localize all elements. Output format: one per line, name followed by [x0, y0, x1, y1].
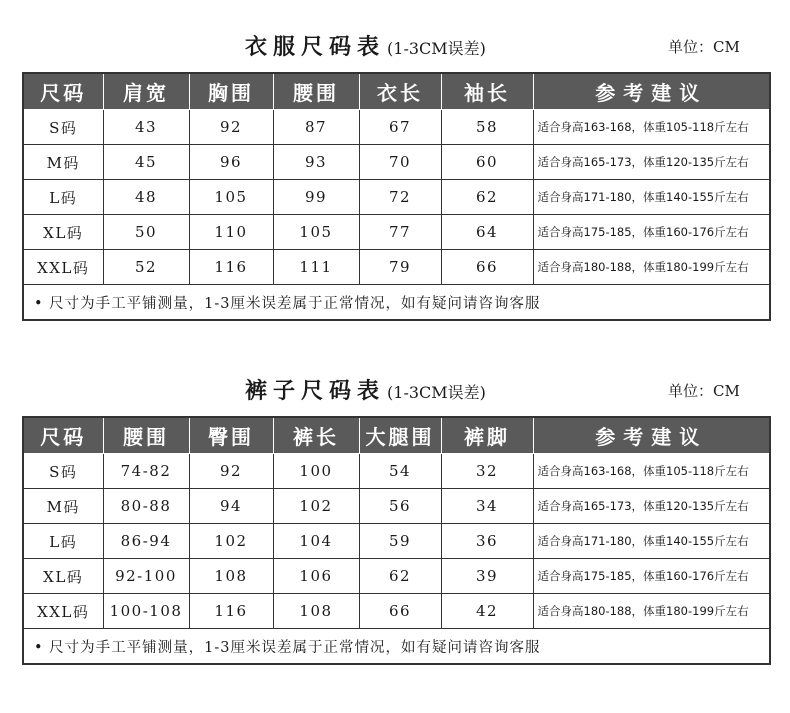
- table-row: [23, 594, 770, 629]
- size-label-cell: L码: [23, 524, 103, 559]
- pants-subtitle: (1-3CM误差): [387, 383, 486, 402]
- measurement-cell: 106: [273, 559, 359, 594]
- size-label-cell: XXL码: [23, 594, 103, 629]
- table-row: [23, 180, 770, 215]
- pants-header-cell: 腰围: [103, 417, 189, 454]
- measurement-cell: 66: [359, 594, 441, 629]
- measurement-cell: 108: [189, 559, 273, 594]
- measurement-cell: 87: [273, 110, 359, 145]
- measurement-cell: 77: [359, 215, 441, 250]
- measurement-cell: 45: [103, 145, 189, 180]
- measurement-cell: 110: [189, 215, 273, 250]
- pants-title-row: [0, 370, 790, 410]
- measurement-cell: 64: [441, 215, 533, 250]
- tops-title-row: [0, 26, 790, 66]
- tops-header-cell: 衣长: [359, 73, 441, 110]
- measurement-cell: 67: [359, 110, 441, 145]
- recommendation-cell: 适合身高165-173，体重120-135斤左右: [533, 489, 770, 524]
- recommendation-cell: 适合身高180-188，体重180-199斤左右: [533, 250, 770, 285]
- measurement-cell: 60: [441, 145, 533, 180]
- measurement-cell: 42: [441, 594, 533, 629]
- size-label-cell: M码: [23, 145, 103, 180]
- pants-header-cell: 参考建议: [533, 417, 770, 454]
- tops-header-row: [23, 73, 770, 110]
- size-label-cell: XXL码: [23, 250, 103, 285]
- recommendation-cell: 适合身高163-168，体重105-118斤左右: [533, 454, 770, 489]
- pants-size-table: [22, 416, 771, 665]
- measurement-cell: 92: [189, 454, 273, 489]
- measurement-cell: 36: [441, 524, 533, 559]
- measurement-cell: 70: [359, 145, 441, 180]
- measurement-cell: 34: [441, 489, 533, 524]
- pants-header-cell: 臀围: [189, 417, 273, 454]
- measurement-cell: 62: [441, 180, 533, 215]
- measurement-cell: 116: [189, 250, 273, 285]
- table-row: [23, 454, 770, 489]
- recommendation-cell: 适合身高163-168，体重105-118斤左右: [533, 110, 770, 145]
- size-label-cell: L码: [23, 180, 103, 215]
- measurement-cell: 52: [103, 250, 189, 285]
- table-row: [23, 250, 770, 285]
- pants-note-row: [23, 629, 770, 665]
- measurement-cell: 99: [273, 180, 359, 215]
- measurement-cell: 100-108: [103, 594, 189, 629]
- pants-title: 裤子尺码表 (1-3CM误差): [245, 378, 486, 404]
- measurement-cell: 86-94: [103, 524, 189, 559]
- size-label-cell: S码: [23, 110, 103, 145]
- measurement-cell: 96: [189, 145, 273, 180]
- tops-header-cell: 参考建议: [533, 73, 770, 110]
- table-row: [23, 145, 770, 180]
- pants-header-cell: 尺码: [23, 417, 103, 454]
- measurement-cell: 108: [273, 594, 359, 629]
- measurement-cell: 56: [359, 489, 441, 524]
- size-label-cell: S码: [23, 454, 103, 489]
- measurement-cell: 102: [273, 489, 359, 524]
- measurement-cell: 32: [441, 454, 533, 489]
- tops-note-row: [23, 285, 770, 321]
- measurement-cell: 50: [103, 215, 189, 250]
- table-row: [23, 215, 770, 250]
- table-row: [23, 489, 770, 524]
- tops-title: 衣服尺码表 (1-3CM误差): [245, 34, 486, 60]
- recommendation-cell: 适合身高171-180，体重140-155斤左右: [533, 180, 770, 215]
- pants-header-cell: 裤脚: [441, 417, 533, 454]
- measurement-cell: 100: [273, 454, 359, 489]
- tops-header-cell: 肩宽: [103, 73, 189, 110]
- measurement-cell: 54: [359, 454, 441, 489]
- tops-header-cell: 腰围: [273, 73, 359, 110]
- pants-header-cell: 裤长: [273, 417, 359, 454]
- measurement-cell: 74-82: [103, 454, 189, 489]
- size-label-cell: XL码: [23, 215, 103, 250]
- pants-unit: 单位：CM: [668, 382, 740, 400]
- tops-header-cell: 尺码: [23, 73, 103, 110]
- measurement-cell: 116: [189, 594, 273, 629]
- pants-note: • 尺寸为手工平铺测量，1-3厘米误差属于正常情况，如有疑问请咨询客服: [23, 629, 770, 665]
- measurement-cell: 111: [273, 250, 359, 285]
- tops-header-cell: 胸围: [189, 73, 273, 110]
- pants-header-cell: 大腿围: [359, 417, 441, 454]
- measurement-cell: 72: [359, 180, 441, 215]
- tops-note: • 尺寸为手工平铺测量，1-3厘米误差属于正常情况，如有疑问请咨询客服: [23, 285, 770, 321]
- size-label-cell: M码: [23, 489, 103, 524]
- recommendation-cell: 适合身高165-173，体重120-135斤左右: [533, 145, 770, 180]
- measurement-cell: 80-88: [103, 489, 189, 524]
- measurement-cell: 59: [359, 524, 441, 559]
- recommendation-cell: 适合身高175-185，体重160-176斤左右: [533, 559, 770, 594]
- measurement-cell: 92-100: [103, 559, 189, 594]
- measurement-cell: 39: [441, 559, 533, 594]
- measurement-cell: 79: [359, 250, 441, 285]
- measurement-cell: 62: [359, 559, 441, 594]
- measurement-cell: 93: [273, 145, 359, 180]
- recommendation-cell: 适合身高175-185，体重160-176斤左右: [533, 215, 770, 250]
- measurement-cell: 58: [441, 110, 533, 145]
- tops-subtitle: (1-3CM误差): [387, 39, 486, 58]
- measurement-cell: 48: [103, 180, 189, 215]
- tops-size-table: [22, 72, 771, 321]
- measurement-cell: 94: [189, 489, 273, 524]
- tops-header-cell: 袖长: [441, 73, 533, 110]
- measurement-cell: 66: [441, 250, 533, 285]
- table-row: [23, 559, 770, 594]
- recommendation-cell: 适合身高171-180，体重140-155斤左右: [533, 524, 770, 559]
- measurement-cell: 92: [189, 110, 273, 145]
- recommendation-cell: 适合身高180-188，体重180-199斤左右: [533, 594, 770, 629]
- table-row: [23, 524, 770, 559]
- pants-header-row: [23, 417, 770, 454]
- measurement-cell: 104: [273, 524, 359, 559]
- table-row: [23, 110, 770, 145]
- measurement-cell: 102: [189, 524, 273, 559]
- measurement-cell: 105: [189, 180, 273, 215]
- size-label-cell: XL码: [23, 559, 103, 594]
- measurement-cell: 43: [103, 110, 189, 145]
- tops-unit: 单位：CM: [668, 38, 740, 56]
- measurement-cell: 105: [273, 215, 359, 250]
